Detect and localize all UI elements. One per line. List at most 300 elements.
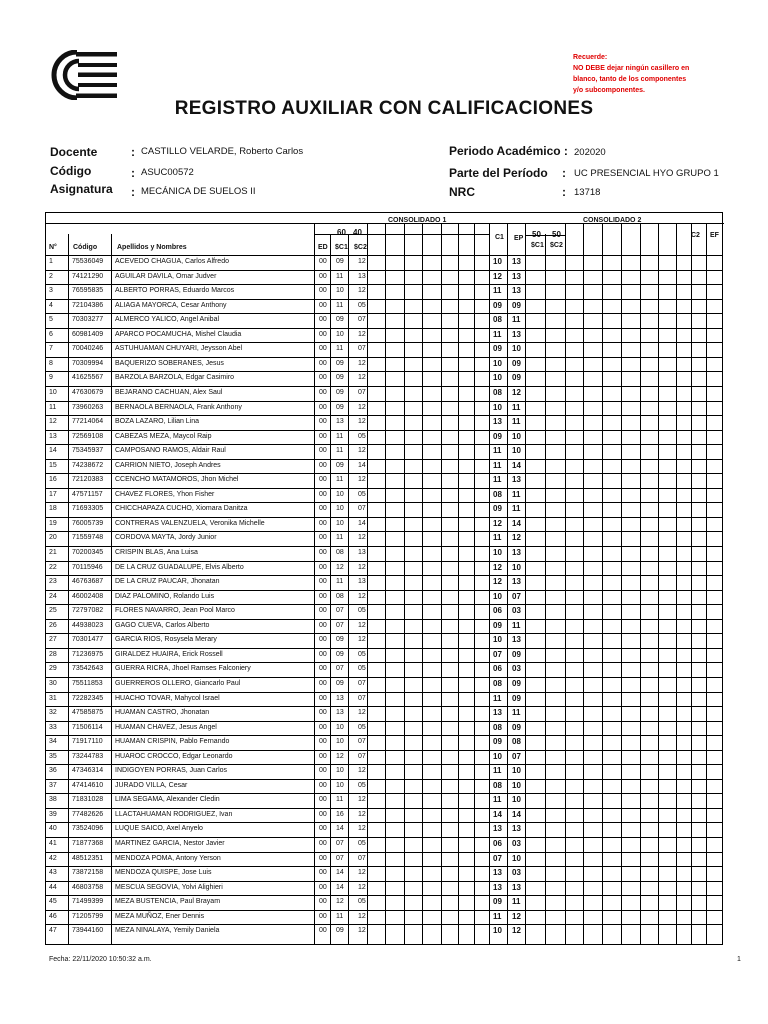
cell-c1: 10 bbox=[493, 926, 502, 936]
cell-n: 14 bbox=[49, 447, 57, 455]
cell-c1: 14 bbox=[493, 809, 502, 819]
cell-ep: 11 bbox=[512, 504, 521, 514]
cell-codigo: 60981409 bbox=[72, 330, 104, 338]
cell-codigo: 71205799 bbox=[72, 912, 104, 920]
cell-sc2: 05 bbox=[358, 723, 366, 731]
cell-sc1: 11 bbox=[336, 534, 344, 542]
cell-n: 2 bbox=[49, 272, 53, 280]
cell-ep: 13 bbox=[512, 882, 521, 892]
cell-codigo: 76595835 bbox=[72, 287, 104, 295]
col-n: N° bbox=[49, 244, 57, 251]
cell-codigo: 74121290 bbox=[72, 272, 104, 280]
nrc-value: 13718 bbox=[574, 187, 601, 198]
cell-n: 12 bbox=[49, 418, 57, 426]
cell-sc2: 12 bbox=[358, 476, 366, 484]
cell-codigo: 70301477 bbox=[72, 636, 104, 644]
cell-ed: 00 bbox=[319, 752, 327, 760]
cell-ed: 00 bbox=[319, 607, 327, 615]
weight-40: 40 bbox=[353, 228, 362, 237]
cell-sc1: 07 bbox=[336, 665, 344, 673]
cell-ed: 00 bbox=[319, 650, 327, 658]
cell-ed: 00 bbox=[319, 869, 327, 877]
cell-sc1: 11 bbox=[336, 912, 344, 920]
cell-n: 21 bbox=[49, 549, 57, 556]
cell-n: 41 bbox=[49, 840, 57, 847]
cell-ep: 09 bbox=[512, 649, 521, 659]
cell-codigo: 76005739 bbox=[72, 519, 104, 527]
cell-sc1: 13 bbox=[336, 694, 344, 702]
cell-codigo: 47414610 bbox=[72, 781, 104, 789]
cell-ep: 13 bbox=[512, 271, 521, 281]
cell-sc2: 07 bbox=[358, 738, 366, 746]
cell-sc1: 09 bbox=[336, 403, 344, 411]
cell-ed: 00 bbox=[319, 709, 327, 717]
cell-nombre: HUAMAN CHAVEZ, Jesus Angel bbox=[115, 723, 217, 731]
cell-codigo: 75511853 bbox=[72, 679, 103, 687]
cell-n: 36 bbox=[49, 767, 57, 775]
cell-c1: 13 bbox=[493, 882, 502, 892]
cell-c1: 08 bbox=[493, 387, 502, 397]
cell-ep: 03 bbox=[512, 664, 521, 674]
cell-codigo: 71917110 bbox=[72, 738, 103, 746]
cell-ed: 00 bbox=[319, 534, 327, 542]
cell-nombre: HUAMAN CASTRO, Jhonatan bbox=[115, 709, 210, 717]
cell-sc1: 11 bbox=[336, 476, 344, 484]
cell-sc1: 16 bbox=[336, 810, 344, 818]
cell-n: 5 bbox=[49, 316, 53, 324]
cell-codigo: 71877368 bbox=[72, 840, 104, 847]
cell-sc1: 10 bbox=[336, 738, 344, 746]
cell-n: 32 bbox=[49, 709, 57, 717]
cell-ep: 11 bbox=[512, 708, 521, 718]
cell-c1: 10 bbox=[493, 358, 502, 368]
cell-ep: 12 bbox=[512, 926, 521, 936]
cell-nombre: HUACHO TOVAR, Mahycol Israel bbox=[115, 694, 220, 702]
cell-ed: 00 bbox=[319, 403, 327, 411]
cell-sc2: 12 bbox=[358, 869, 366, 877]
column-divider bbox=[640, 223, 641, 944]
notice-line: NO DEBE dejar ningún casillero en bbox=[573, 65, 690, 72]
cell-sc1: 10 bbox=[336, 723, 344, 731]
cell-n: 31 bbox=[49, 694, 57, 702]
cell-sc1: 11 bbox=[336, 432, 344, 440]
cell-n: 45 bbox=[49, 898, 57, 906]
cell-nombre: MENDOZA QUISPE, Jose Luis bbox=[115, 869, 212, 877]
cell-ep: 13 bbox=[512, 824, 521, 834]
cell-sc1: 11 bbox=[336, 301, 344, 309]
cell-ep: 03 bbox=[512, 839, 521, 848]
cell-ed: 00 bbox=[319, 388, 327, 396]
weight-50a: 50 bbox=[532, 230, 541, 239]
cell-n: 3 bbox=[49, 287, 53, 295]
cell-codigo: 72797082 bbox=[72, 607, 104, 615]
cell-c1: 09 bbox=[493, 620, 502, 630]
cell-ep: 13 bbox=[512, 475, 521, 485]
cell-ep: 14 bbox=[512, 460, 521, 470]
cell-n: 15 bbox=[49, 461, 57, 469]
column-divider bbox=[404, 223, 405, 944]
col-sc2b: $C2 bbox=[550, 242, 563, 249]
periodo-label: Periodo Académico : bbox=[449, 144, 568, 158]
column-divider bbox=[691, 223, 692, 944]
weight-50b: 50 bbox=[552, 230, 561, 239]
cell-sc1: 09 bbox=[336, 636, 344, 644]
cell-sc1: 09 bbox=[336, 650, 344, 658]
cell-sc1: 10 bbox=[336, 490, 344, 498]
cell-ep: 11 bbox=[512, 897, 521, 907]
cell-sc2: 05 bbox=[358, 490, 366, 498]
cell-codigo: 75536049 bbox=[72, 258, 104, 265]
cell-n: 16 bbox=[49, 476, 57, 484]
column-divider bbox=[545, 234, 546, 944]
page-number: 1 bbox=[737, 956, 741, 963]
cell-sc2: 12 bbox=[358, 374, 366, 382]
cell-n: 47 bbox=[49, 927, 57, 935]
column-divider bbox=[367, 223, 368, 944]
cell-nombre: MARTINEZ GARCIA, Nestor Javier bbox=[115, 840, 225, 847]
cell-c1: 12 bbox=[493, 271, 502, 281]
cell-ep: 08 bbox=[512, 737, 521, 747]
cell-sc2: 14 bbox=[358, 519, 366, 527]
col-ed: ED bbox=[318, 244, 328, 251]
parte-periodo-label: Parte del Período bbox=[449, 166, 548, 180]
cell-ep: 13 bbox=[512, 577, 521, 587]
column-divider bbox=[441, 223, 442, 944]
cell-sc1: 09 bbox=[336, 374, 344, 382]
cell-ep: 09 bbox=[512, 678, 521, 688]
cell-c1: 11 bbox=[493, 693, 502, 703]
docente-value: CASTILLO VELARDE, Roberto Carlos bbox=[141, 146, 304, 157]
cell-codigo: 70303277 bbox=[72, 316, 104, 324]
cell-sc2: 12 bbox=[358, 636, 366, 644]
cell-sc2: 13 bbox=[358, 578, 366, 586]
cell-nombre: CONTRERAS VALENZUELA, Veronika Michelle bbox=[115, 519, 265, 527]
cell-sc1: 10 bbox=[336, 781, 344, 789]
cell-n: 18 bbox=[49, 505, 57, 513]
cell-nombre: DE LA CRUZ PAUCAR, Jhonatan bbox=[115, 578, 220, 586]
cell-codigo: 46763687 bbox=[72, 578, 104, 586]
col-ep: EP bbox=[514, 235, 524, 242]
cell-codigo: 72569108 bbox=[72, 432, 104, 440]
cell-nombre: CORDOVA MAYTA, Jordy Junior bbox=[115, 534, 217, 542]
cell-ed: 00 bbox=[319, 825, 327, 833]
cell-c1: 11 bbox=[493, 475, 502, 485]
cell-nombre: CABEZAS MEZA, Maycol Raip bbox=[115, 432, 212, 440]
cell-nombre: INDIGOYEN PORRAS, Juan Carlos bbox=[115, 767, 228, 775]
cell-codigo: 47585875 bbox=[72, 709, 104, 717]
cell-nombre: AGUILAR DAVILA, Omar Judver bbox=[115, 272, 217, 280]
cell-c1: 11 bbox=[493, 766, 502, 776]
cell-ed: 00 bbox=[319, 767, 327, 775]
cell-ed: 00 bbox=[319, 258, 327, 265]
cell-nombre: HUAMAN CRISPIN, Pablo Fernando bbox=[115, 738, 230, 746]
cell-ed: 00 bbox=[319, 330, 327, 338]
cell-codigo: 70309994 bbox=[72, 359, 104, 367]
cell-c1: 10 bbox=[493, 635, 502, 645]
cell-codigo: 44938023 bbox=[72, 621, 104, 629]
cell-sc2: 07 bbox=[358, 752, 366, 760]
cell-sc1: 09 bbox=[336, 679, 344, 687]
cell-codigo: 48512351 bbox=[72, 854, 104, 862]
cell-nombre: BAQUERIZO SOBERANES, Jesus bbox=[115, 359, 224, 367]
cell-ep: 10 bbox=[512, 562, 521, 572]
cell-nombre: GUERRA RICRA, Jhoel Ramses Falconiery bbox=[115, 665, 251, 673]
cell-sc1: 09 bbox=[336, 461, 344, 469]
col-c1: C1 bbox=[495, 234, 504, 241]
cell-sc1: 14 bbox=[336, 869, 344, 877]
cell-nombre: ACEVEDO CHAGUA, Carlos Alfredo bbox=[115, 258, 229, 265]
cell-ed: 00 bbox=[319, 854, 327, 862]
col-c2: C2 bbox=[691, 232, 700, 239]
cell-ep: 09 bbox=[512, 373, 521, 383]
cell-sc1: 09 bbox=[336, 258, 344, 265]
reminder-notice bbox=[573, 52, 733, 96]
cell-ed: 00 bbox=[319, 636, 327, 644]
cell-sc1: 10 bbox=[336, 330, 344, 338]
cell-ep: 10 bbox=[512, 766, 521, 776]
cell-ed: 00 bbox=[319, 359, 327, 367]
colon: : bbox=[131, 166, 135, 180]
cell-sc2: 12 bbox=[358, 258, 366, 265]
cell-n: 34 bbox=[49, 738, 57, 746]
page-title: REGISTRO AUXILIAR CON CALIFICACIONES bbox=[174, 98, 594, 119]
cell-ep: 11 bbox=[512, 315, 521, 325]
cell-sc1: 12 bbox=[336, 563, 344, 571]
cell-n: 43 bbox=[49, 869, 57, 877]
cell-c1: 11 bbox=[493, 460, 502, 470]
cell-ep: 09 bbox=[512, 693, 521, 703]
cell-n: 35 bbox=[49, 752, 57, 760]
cell-nombre: MESCUA SEGOVIA, Yolvi Alighieri bbox=[115, 883, 223, 891]
cell-c1: 08 bbox=[493, 780, 502, 790]
cell-ep: 13 bbox=[512, 329, 521, 339]
cell-sc2: 12 bbox=[358, 359, 366, 367]
cell-c1: 11 bbox=[493, 911, 502, 921]
cell-sc2: 07 bbox=[358, 854, 366, 862]
cell-codigo: 46002408 bbox=[72, 592, 104, 600]
cell-codigo: 73960263 bbox=[72, 403, 104, 411]
nrc-label: NRC bbox=[449, 185, 475, 199]
column-divider bbox=[385, 223, 386, 944]
cell-ep: 11 bbox=[512, 417, 521, 427]
cell-nombre: MEZA MUÑOZ, Ener Dennis bbox=[115, 912, 205, 920]
cell-codigo: 72282345 bbox=[72, 694, 104, 702]
cell-ed: 00 bbox=[319, 549, 327, 556]
cell-codigo: 71693305 bbox=[72, 505, 104, 513]
cell-sc1: 08 bbox=[336, 549, 344, 556]
cell-n: 38 bbox=[49, 796, 57, 804]
cell-sc2: 12 bbox=[358, 709, 366, 717]
cell-ed: 00 bbox=[319, 461, 327, 469]
cell-sc2: 12 bbox=[358, 563, 366, 571]
cell-ep: 09 bbox=[512, 358, 521, 368]
cell-codigo: 74238672 bbox=[72, 461, 104, 469]
cell-sc2: 05 bbox=[358, 432, 366, 440]
col-sc2: $C2 bbox=[354, 244, 367, 251]
cell-nombre: CARRION NIETO, Joseph Andres bbox=[115, 461, 221, 469]
cell-ed: 00 bbox=[319, 912, 327, 920]
cell-nombre: LIMA SEGAMA, Alexander Cledin bbox=[115, 796, 220, 804]
cell-sc2: 05 bbox=[358, 665, 366, 673]
cell-c1: 08 bbox=[493, 678, 502, 688]
cell-n: 11 bbox=[49, 403, 57, 411]
cell-sc1: 07 bbox=[336, 854, 344, 862]
cell-n: 33 bbox=[49, 723, 57, 731]
cell-c1: 08 bbox=[493, 489, 502, 499]
cell-sc1: 09 bbox=[336, 927, 344, 935]
cell-codigo: 73542643 bbox=[72, 665, 104, 673]
cell-ed: 00 bbox=[319, 345, 327, 353]
cell-sc2: 07 bbox=[358, 388, 366, 396]
cell-c1: 09 bbox=[493, 431, 502, 441]
cell-ep: 11 bbox=[512, 402, 521, 412]
cell-n: 30 bbox=[49, 679, 57, 687]
cell-sc2: 14 bbox=[358, 461, 366, 469]
cell-c1: 12 bbox=[493, 518, 502, 528]
cell-n: 23 bbox=[49, 578, 57, 586]
cell-sc1: 09 bbox=[336, 388, 344, 396]
cell-c1: 13 bbox=[493, 824, 502, 834]
cell-c1: 10 bbox=[493, 402, 502, 412]
cell-sc1: 14 bbox=[336, 825, 344, 833]
cell-sc1: 07 bbox=[336, 621, 344, 629]
cell-codigo: 70040246 bbox=[72, 345, 104, 353]
cell-ep: 12 bbox=[512, 533, 521, 543]
cell-sc2: 05 bbox=[358, 781, 366, 789]
cell-codigo: 47630679 bbox=[72, 388, 104, 396]
cell-sc2: 12 bbox=[358, 330, 366, 338]
cell-codigo: 71559748 bbox=[72, 534, 104, 542]
cell-ep: 10 bbox=[512, 431, 521, 441]
cell-c1: 09 bbox=[493, 300, 502, 310]
cell-ep: 10 bbox=[512, 344, 521, 354]
cell-ed: 00 bbox=[319, 694, 327, 702]
cell-ed: 00 bbox=[319, 738, 327, 746]
cell-codigo: 47571157 bbox=[72, 490, 103, 498]
cell-codigo: 71236975 bbox=[72, 650, 104, 658]
cell-codigo: 72104386 bbox=[72, 301, 104, 309]
cell-codigo: 75345937 bbox=[72, 447, 104, 455]
cell-ep: 12 bbox=[512, 911, 521, 921]
cell-sc2: 13 bbox=[358, 549, 366, 556]
column-divider bbox=[348, 234, 349, 944]
column-divider bbox=[602, 223, 603, 944]
cell-nombre: DIAZ PALOMINO, Rolando Luis bbox=[115, 592, 215, 600]
cell-c1: 11 bbox=[493, 795, 502, 805]
cell-ep: 03 bbox=[512, 606, 521, 616]
cell-sc1: 11 bbox=[336, 345, 344, 353]
cell-nombre: LLACTAHUAMAN RODRIGUEZ, Ivan bbox=[115, 810, 233, 818]
cell-n: 28 bbox=[49, 650, 57, 658]
cell-ep: 14 bbox=[512, 518, 521, 528]
cell-sc2: 12 bbox=[358, 418, 366, 426]
cell-sc2: 05 bbox=[358, 650, 366, 658]
cell-ed: 00 bbox=[319, 927, 327, 935]
cell-c1: 09 bbox=[493, 504, 502, 514]
cell-nombre: APARCO POCAMUCHA, Mishel Claudia bbox=[115, 330, 242, 338]
column-divider bbox=[474, 223, 475, 944]
cell-ep: 10 bbox=[512, 853, 521, 863]
cell-n: 19 bbox=[49, 519, 57, 527]
cell-sc2: 07 bbox=[358, 505, 366, 513]
cell-ed: 00 bbox=[319, 781, 327, 789]
cell-ep: 10 bbox=[512, 795, 521, 805]
cell-sc2: 12 bbox=[358, 796, 366, 804]
cell-c1: 11 bbox=[493, 286, 502, 296]
colon: : bbox=[562, 166, 566, 180]
column-divider bbox=[68, 234, 69, 944]
cell-nombre: DE LA CRUZ GUADALUPE, Elvis Alberto bbox=[115, 563, 244, 571]
cell-sc2: 05 bbox=[358, 301, 366, 309]
cell-ep: 14 bbox=[512, 809, 521, 819]
codigo-label: Código bbox=[50, 164, 92, 178]
cell-sc1: 10 bbox=[336, 767, 344, 775]
notice-line: Recuerde: bbox=[573, 54, 608, 61]
cell-sc1: 13 bbox=[336, 709, 344, 717]
cell-nombre: CHICCHAPAZA CUCHO, Xiomara Danitza bbox=[115, 505, 248, 513]
cell-ed: 00 bbox=[319, 287, 327, 295]
column-divider bbox=[583, 223, 584, 944]
cell-nombre: HUAROC CROCCO, Edgar Leonardo bbox=[115, 752, 233, 760]
cell-codigo: 71831028 bbox=[72, 796, 104, 804]
cell-c1: 06 bbox=[493, 606, 502, 616]
cell-ep: 11 bbox=[512, 489, 521, 499]
cell-c1: 13 bbox=[493, 708, 502, 718]
cell-c1: 10 bbox=[493, 548, 502, 557]
cell-sc2: 12 bbox=[358, 912, 366, 920]
weight-60: 60 bbox=[337, 228, 346, 237]
column-divider bbox=[676, 223, 677, 944]
cell-n: 25 bbox=[49, 607, 57, 615]
cell-n: 42 bbox=[49, 854, 57, 862]
cell-sc2: 12 bbox=[358, 767, 366, 775]
colon: : bbox=[131, 145, 135, 159]
cell-ed: 00 bbox=[319, 883, 327, 891]
cell-nombre: GUERREROS OLLERO, Giancarlo Paul bbox=[115, 679, 241, 687]
cell-sc2: 12 bbox=[358, 534, 366, 542]
cell-ed: 00 bbox=[319, 490, 327, 498]
cell-ed: 00 bbox=[319, 447, 327, 455]
col-sc1: $C1 bbox=[335, 244, 348, 251]
grades-table bbox=[45, 212, 723, 945]
cell-n: 10 bbox=[49, 388, 57, 396]
periodo-value: 202020 bbox=[574, 147, 606, 158]
cell-nombre: BOZA LAZARO, Lilian Lina bbox=[115, 418, 200, 426]
parte-periodo-value: UC PRESENCIAL HYO GRUPO 1 bbox=[574, 168, 719, 179]
cell-nombre: MEZA BUSTENCIA, Paul Brayam bbox=[115, 898, 221, 906]
cell-n: 29 bbox=[49, 665, 57, 673]
cell-sc1: 10 bbox=[336, 519, 344, 527]
cell-ep: 12 bbox=[512, 387, 521, 397]
cell-ed: 00 bbox=[319, 563, 327, 571]
cell-ed: 00 bbox=[319, 621, 327, 629]
cell-codigo: 73872158 bbox=[72, 869, 104, 877]
column-divider bbox=[111, 234, 112, 944]
cell-sc2: 12 bbox=[358, 927, 366, 935]
cell-ed: 00 bbox=[319, 796, 327, 804]
cell-nombre: ALMERCO YALICO, Angel Anibal bbox=[115, 316, 220, 324]
cell-codigo: 47346314 bbox=[72, 767, 104, 775]
cell-ep: 10 bbox=[512, 780, 521, 790]
cell-c1: 10 bbox=[493, 373, 502, 383]
colon: : bbox=[131, 185, 135, 199]
cell-n: 22 bbox=[49, 563, 57, 571]
cell-sc2: 12 bbox=[358, 825, 366, 833]
cell-nombre: GARCIA RIOS, Rosysela Merary bbox=[115, 636, 217, 644]
cell-sc2: 07 bbox=[358, 345, 366, 353]
cell-ed: 00 bbox=[319, 418, 327, 426]
cell-sc2: 07 bbox=[358, 679, 366, 687]
